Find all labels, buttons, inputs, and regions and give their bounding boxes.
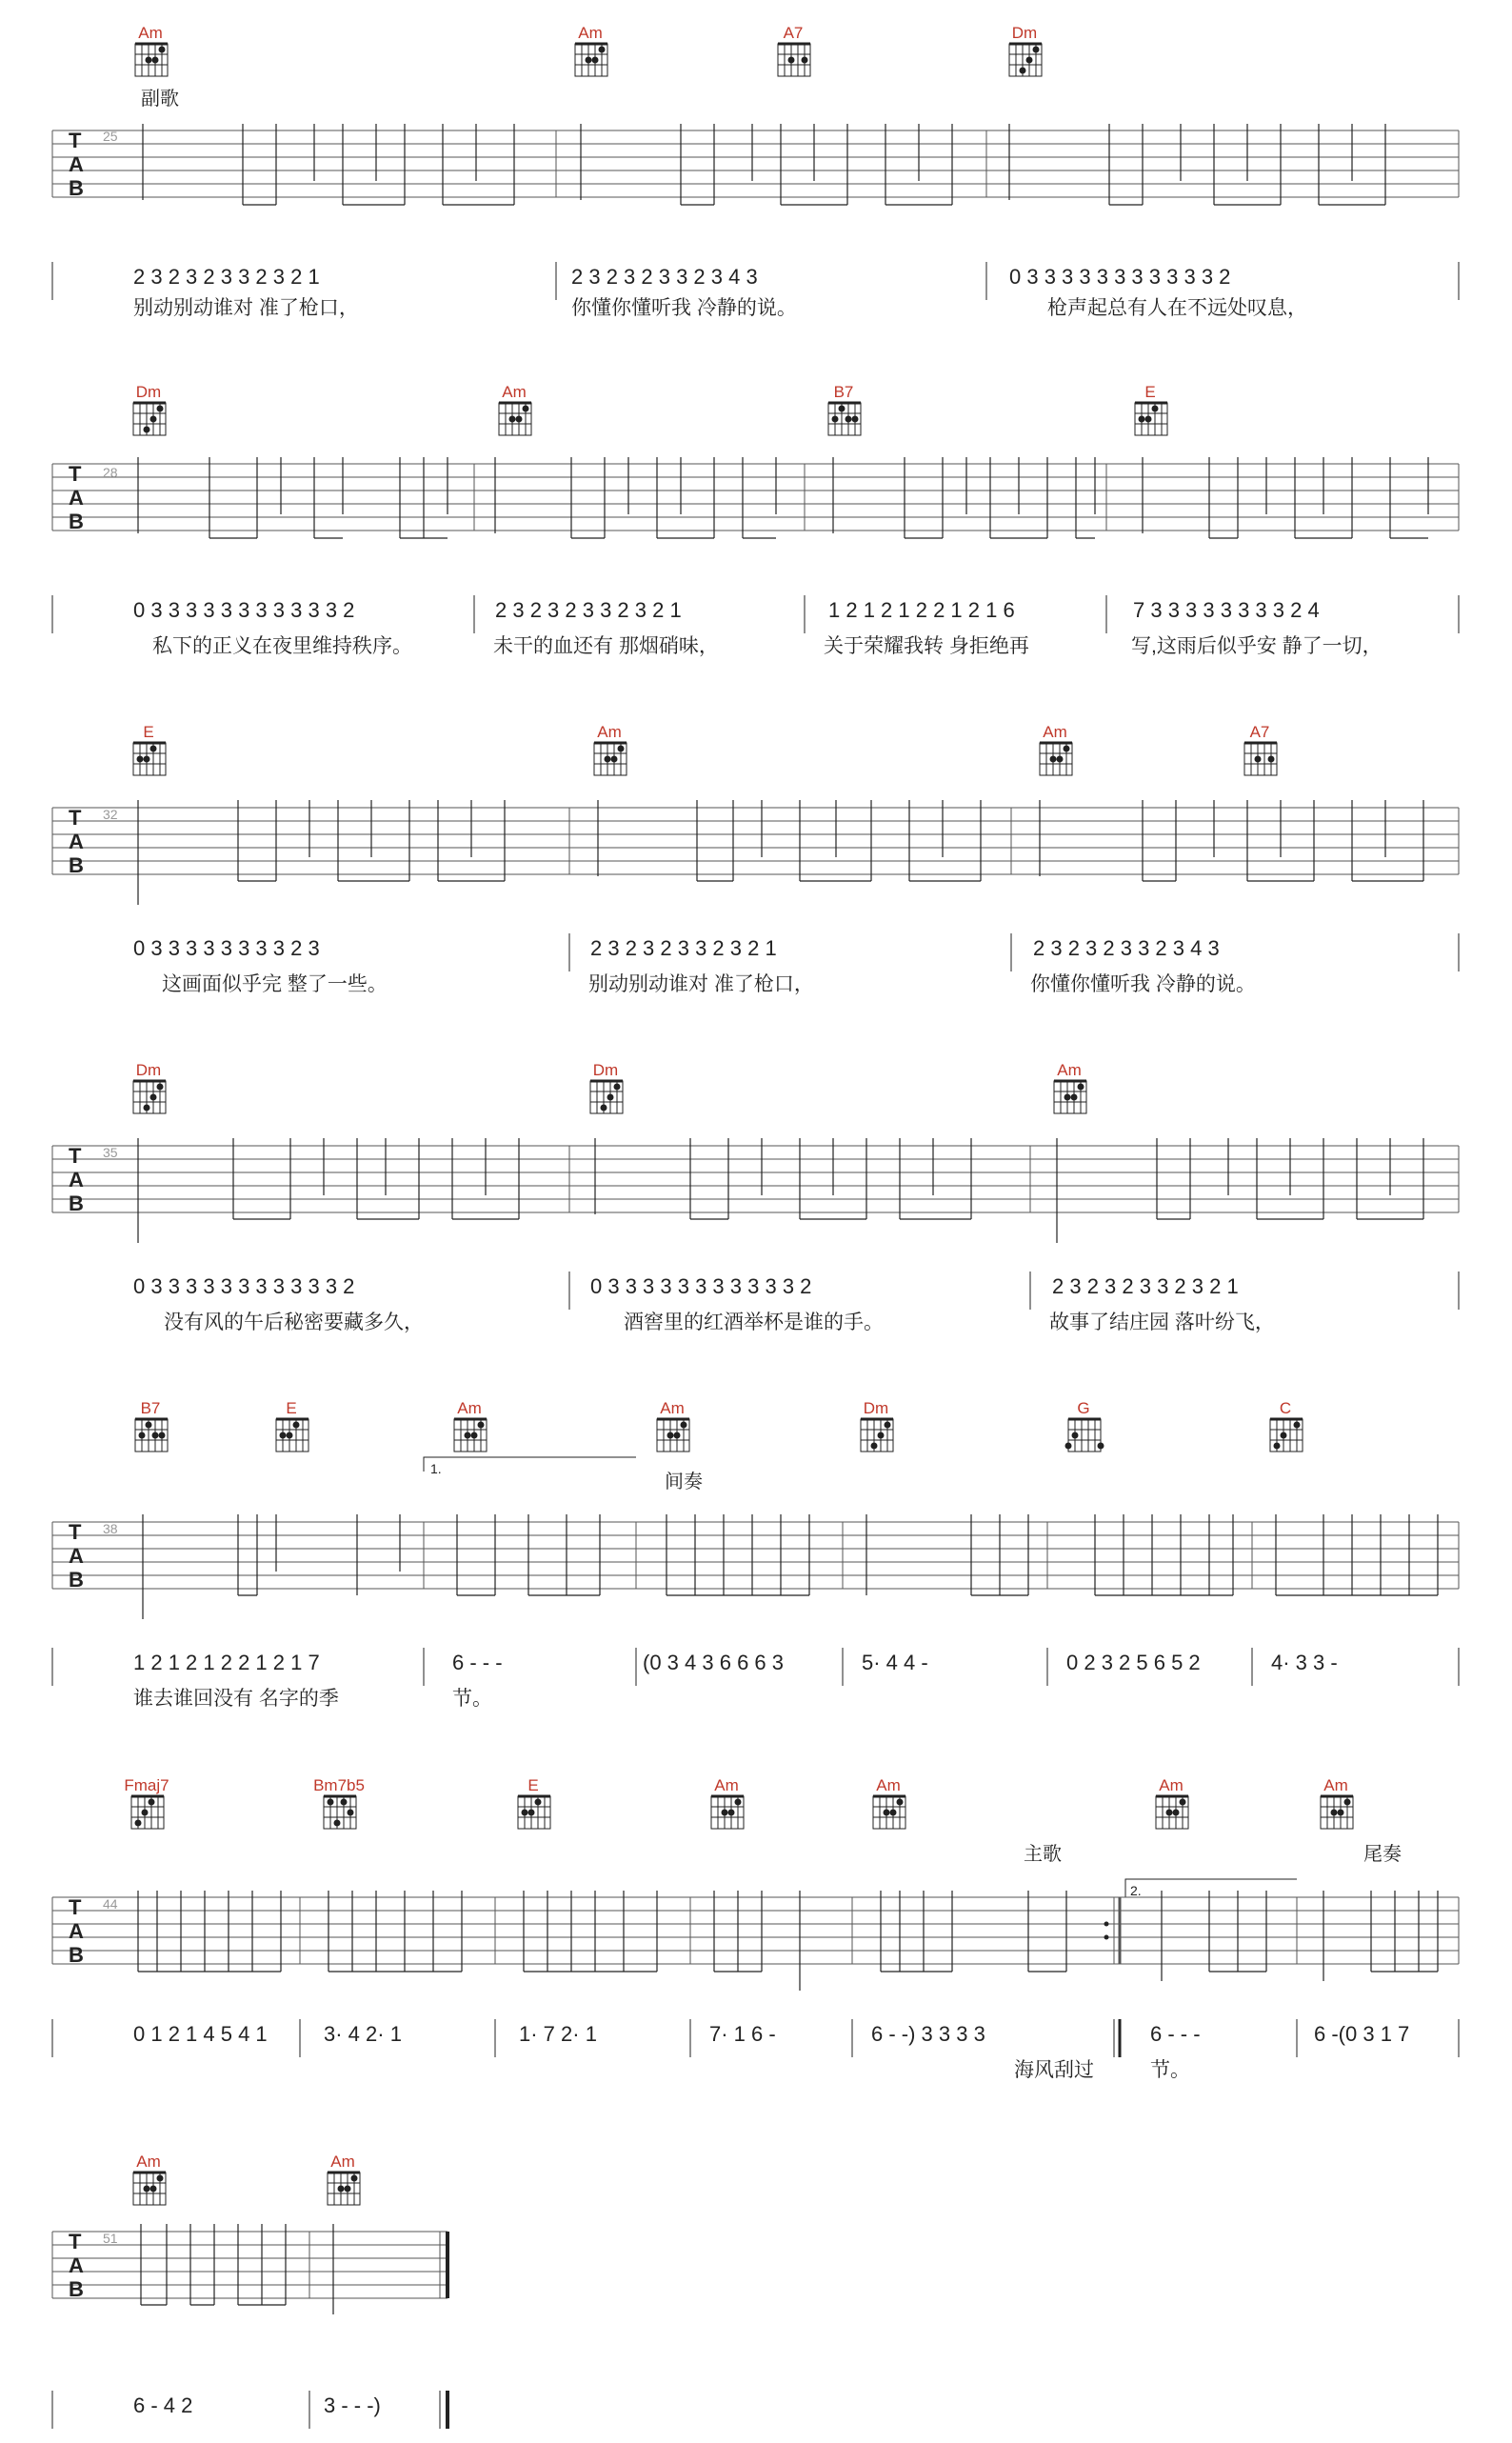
strum-pattern: [138, 800, 1423, 905]
tab-system-row: [0, 2110, 1512, 2438]
chord-name: Am: [876, 1776, 901, 1794]
tab-clef-t: T: [69, 1895, 82, 1919]
chord-diagram: [454, 1399, 487, 1452]
tab-staff: [52, 1522, 1459, 1589]
jianpu-notes: 0 3 3 3 3 3 3 3 3 3 3 3 2: [590, 1274, 812, 1298]
section-label: 尾奏: [1363, 1844, 1402, 1865]
chord-name: Am: [714, 1776, 739, 1794]
jianpu-notes: 1 2 1 2 1 2 2 1 2 1 7: [133, 1651, 320, 1674]
chord-name: Dm: [135, 1061, 162, 1079]
chord-diagram: [313, 1776, 365, 1829]
chord-diagram: [590, 1061, 623, 1113]
jianpu-notes: 6 - - -: [1150, 2022, 1201, 2046]
jianpu-notes: 6 - -) 3 3 3 3: [871, 2022, 985, 2046]
jianpu-notes: 7· 1 6 -: [709, 2022, 776, 2046]
measure-number: 28: [103, 465, 118, 480]
tab-system-svg: [0, 1733, 1512, 2105]
chord-diagram: [276, 1399, 308, 1452]
jianpu-notes: 2 3 2 3 2 3 3 2 3 4 3: [571, 265, 758, 289]
tab-clef-a: A: [69, 486, 84, 510]
lyric-line: 酒窖里的红酒举杯是谁的手。: [624, 1312, 884, 1333]
chord-name: Dm: [863, 1399, 889, 1417]
chord-diagram: [133, 383, 166, 435]
chord-diagram: [1065, 1399, 1104, 1452]
chord-diagram: [1054, 1061, 1086, 1113]
jianpu-notes: 2 3 2 3 2 3 3 2 3 4 3: [1033, 936, 1220, 960]
tab-clef-t: T: [69, 1144, 82, 1168]
chord-name: Am: [1043, 723, 1067, 741]
volta-label: 2.: [1130, 1883, 1142, 1898]
tab-clef-a: A: [69, 2253, 84, 2277]
chord-diagram: [828, 383, 861, 435]
chord-name: Fmaj7: [124, 1776, 169, 1794]
tab-staff: [52, 1146, 1459, 1212]
measure-number: 38: [103, 1521, 118, 1536]
tab-clef-t: T: [69, 806, 82, 830]
chord-diagram: [1270, 1399, 1303, 1452]
chord-name: B7: [140, 1399, 161, 1417]
lyric-line: 枪声起总有人在不远处叹息，: [1047, 297, 1307, 319]
chord-diagram: [133, 2153, 166, 2205]
jianpu-notes: 2 3 2 3 2 3 3 2 3 2 1: [133, 265, 320, 289]
tab-system-row: [0, 676, 1512, 1000]
chord-diagram: [594, 723, 627, 775]
chord-name: Am: [136, 2153, 161, 2171]
chord-name: Am: [1057, 1061, 1082, 1079]
strum-pattern: [141, 2224, 333, 2314]
chord-diagram: [124, 1776, 169, 1829]
chord-diagram: [135, 24, 168, 76]
chord-diagram: [1321, 1776, 1353, 1829]
measure-number: 35: [103, 1145, 118, 1160]
chord-diagram: [1135, 383, 1167, 435]
tab-system-row: [0, 1352, 1512, 1724]
chord-name: A7: [1249, 723, 1270, 741]
tab-clef-t: T: [69, 1520, 82, 1544]
lyric-line: 海风刮过: [1014, 2059, 1094, 2081]
tab-system-svg: [0, 338, 1512, 662]
lyric-line: 私下的正义在夜里维持秩序。: [152, 635, 412, 657]
jianpu-notes: 2 3 2 3 2 3 3 2 3 2 1: [495, 598, 682, 622]
strum-pattern: [143, 124, 1385, 205]
strum-pattern: [138, 1138, 1423, 1243]
tab-clef-b: B: [69, 1943, 84, 1967]
tab-clef-b: B: [69, 1568, 84, 1592]
tab-clef-a: A: [69, 152, 84, 176]
tab-clef-a: A: [69, 1919, 84, 1943]
tab-system-svg: [0, 1352, 1512, 1724]
jianpu-notes: 1 2 1 2 1 2 2 1 2 1 6: [828, 598, 1015, 622]
jianpu-notes: 0 3 3 3 3 3 3 3 3 3 3 3 2: [133, 1274, 355, 1298]
tab-clef-b: B: [69, 176, 84, 200]
chord-diagram: [711, 1776, 744, 1829]
chord-diagram: [575, 24, 607, 76]
tab-clef-t: T: [69, 129, 82, 152]
jianpu-notes: 7 3 3 3 3 3 3 3 3 2 4: [1133, 598, 1320, 622]
chord-name: C: [1279, 1399, 1292, 1417]
chord-diagram: [778, 24, 810, 76]
chord-diagram: [861, 1399, 893, 1452]
chord-diagram: [657, 1399, 689, 1452]
jianpu-notes: 0 3 3 3 3 3 3 3 3 3 3 3 2: [1009, 265, 1231, 289]
tab-system-row: [0, 0, 1512, 324]
lyric-line: 别动别动谁对 准了枪口，: [588, 973, 814, 995]
chord-name: Dm: [1011, 24, 1038, 42]
volta-label: 1.: [430, 1461, 442, 1476]
chord-diagram: [1244, 723, 1277, 775]
lyric-line: 节。: [452, 1688, 492, 1710]
chord-name: G: [1077, 1399, 1090, 1417]
lyric-line: 写,这雨后似乎安 静了一切，: [1131, 635, 1383, 657]
jianpu-notes: 6 - - -: [452, 1651, 503, 1674]
jianpu-notes: 6 -(0 3 1 7: [1314, 2022, 1410, 2046]
section-label: 主歌: [1024, 1844, 1062, 1865]
jianpu-notes: 0 3 3 3 3 3 3 3 3 2 3: [133, 936, 320, 960]
chord-name: A7: [783, 24, 804, 42]
jianpu-notes: 4· 3 3 -: [1271, 1651, 1338, 1674]
jianpu-notes: 3 - - -): [324, 2393, 381, 2417]
jianpu-notes: 0 1 2 1 4 5 4 1: [133, 2022, 268, 2046]
lyric-line: 关于荣耀我转 身拒绝再: [824, 635, 1029, 657]
strum-pattern: [138, 1891, 1438, 1991]
chord-name: Dm: [135, 383, 162, 401]
chord-name: Am: [1159, 1776, 1184, 1794]
jianpu-notes: 0 3 3 3 3 3 3 3 3 3 3 3 2: [133, 598, 355, 622]
jianpu-notes: 1· 7 2· 1: [519, 2022, 597, 2046]
chord-name: Am: [330, 2153, 355, 2171]
section-label: 间奏: [665, 1472, 703, 1492]
tab-clef-a: A: [69, 830, 84, 853]
tab-clef-b: B: [69, 510, 84, 533]
lyric-line: 没有风的午后秘密要藏多久，: [164, 1312, 424, 1333]
measure-number: 25: [103, 129, 118, 144]
jianpu-notes: 6 - 4 2: [133, 2393, 193, 2417]
lyric-line: 这画面似乎完 整了一些。: [162, 973, 388, 995]
chord-name: Am: [502, 383, 527, 401]
chord-name: B7: [833, 383, 854, 401]
chord-name: Am: [1323, 1776, 1348, 1794]
strum-pattern: [138, 457, 1428, 538]
tab-clef-b: B: [69, 2277, 84, 2301]
tab-system-svg: [0, 1014, 1512, 1338]
tab-system-svg: [0, 2110, 1512, 2438]
chord-diagram: [873, 1776, 905, 1829]
lyric-line: 故事了结庄园 落叶纷飞，: [1049, 1312, 1275, 1333]
chord-diagram: [328, 2153, 360, 2205]
chord-diagram: [135, 1399, 168, 1452]
lyric-line: 你懂你懂听我 冷静的说。: [571, 297, 797, 319]
tab-system-row: [0, 1014, 1512, 1338]
strum-pattern: [143, 1514, 1438, 1619]
measure-number: 32: [103, 807, 118, 822]
chord-diagram: [133, 1061, 166, 1113]
chord-diagram: [499, 383, 531, 435]
tab-clef-a: A: [69, 1544, 84, 1568]
chord-diagram: [133, 723, 166, 775]
chord-diagram: [1009, 24, 1042, 76]
chord-diagram: [518, 1776, 550, 1829]
measure-number: 44: [103, 1896, 118, 1912]
tab-clef-t: T: [69, 2230, 82, 2253]
repeat-dot: [1104, 1922, 1109, 1927]
jianpu-notes: 5· 4 4 -: [862, 1651, 928, 1674]
tab-system-svg: [0, 0, 1512, 324]
chord-name: Am: [578, 24, 603, 42]
tab-clef-a: A: [69, 1168, 84, 1191]
tab-system-row: [0, 1733, 1512, 2105]
lyric-line: 你懂你懂听我 冷静的说。: [1030, 973, 1256, 995]
chord-name: Am: [457, 1399, 482, 1417]
chord-name: Bm7b5: [313, 1776, 365, 1794]
lyric-line: 谁去谁回没有 名字的季: [133, 1688, 339, 1710]
jianpu-notes: 2 3 2 3 2 3 3 2 3 2 1: [590, 936, 777, 960]
chord-name: Am: [660, 1399, 685, 1417]
section-label: 副歌: [141, 89, 179, 110]
jianpu-notes: 3· 4 2· 1: [324, 2022, 402, 2046]
lyric-line: 别动别动谁对 准了枪口，: [133, 297, 359, 319]
chord-name: Dm: [592, 1061, 619, 1079]
tab-system-row: [0, 338, 1512, 662]
chord-name: Am: [597, 723, 622, 741]
jianpu-notes: 0 2 3 2 5 6 5 2: [1066, 1651, 1201, 1674]
tab-staff: [52, 1897, 1459, 1964]
chord-name: E: [1144, 383, 1156, 401]
chord-diagram: [1040, 723, 1072, 775]
jianpu-notes: (0 3 4 3 6 6 6 3: [643, 1651, 784, 1674]
repeat-dot: [1104, 1935, 1109, 1940]
chord-diagram: [1156, 1776, 1188, 1829]
tab-system-svg: [0, 676, 1512, 1000]
lyric-line: 未干的血还有 那烟硝味，: [493, 635, 719, 657]
chord-name: E: [143, 723, 154, 741]
chord-name: E: [286, 1399, 297, 1417]
chord-name: Am: [138, 24, 163, 42]
chord-name: E: [527, 1776, 539, 1794]
tab-clef-t: T: [69, 462, 82, 486]
measure-number: 51: [103, 2231, 118, 2246]
tab-clef-b: B: [69, 853, 84, 877]
lyric-line: 节。: [1150, 2059, 1190, 2081]
jianpu-notes: 2 3 2 3 2 3 3 2 3 2 1: [1052, 1274, 1239, 1298]
tab-clef-b: B: [69, 1191, 84, 1215]
tab-staff: [52, 464, 1459, 531]
